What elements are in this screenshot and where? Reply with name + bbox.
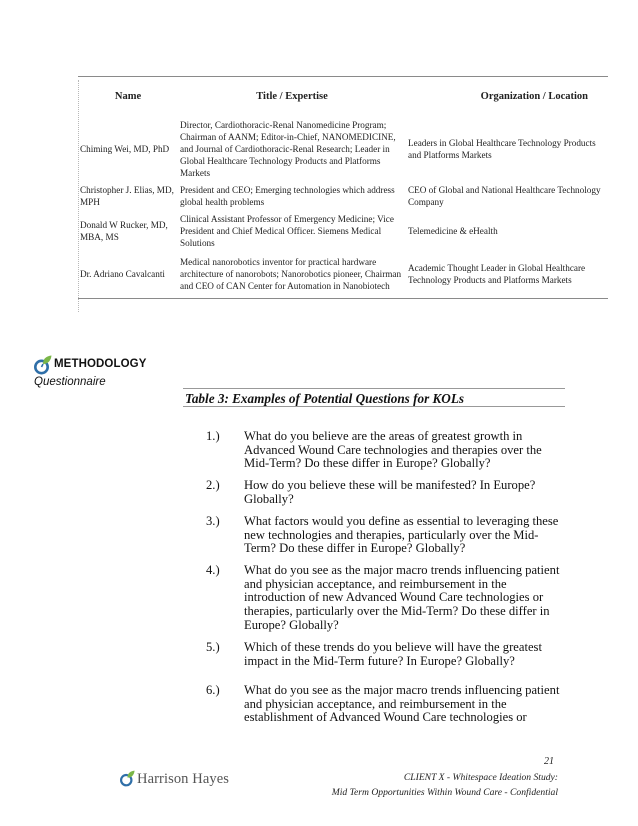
header-organization: Organization / Location xyxy=(480,91,588,102)
question-text: Which of these trends do you believe will have the greatest impact in the Mid-Term future? In Europe? Globally? xyxy=(244,640,542,668)
logo-text: Harrison Hayes xyxy=(137,771,229,787)
question-number: 5.) xyxy=(206,640,220,654)
cell-organization: Leaders in Global Healthcare Technology Products and Platforms Markets xyxy=(408,138,596,160)
question-text: How do you believe these will be manifested? In Europe? Globally? xyxy=(244,478,536,506)
table-row xyxy=(78,250,608,299)
cell-title: Clinical Assistant Professor of Emergency Medicine; Vice President and Chief Medical Officer. Siemens Medical Solutions xyxy=(180,213,394,248)
question-number: 2.) xyxy=(206,478,220,492)
cell-title: President and CEO; Emerging technologies which address global health problems xyxy=(180,185,395,207)
cell-organization: Academic Thought Leader in Global Healthcare Technology Products and Platforms Markets xyxy=(408,263,586,285)
page-number: 21 xyxy=(544,756,554,767)
question-number: 4.) xyxy=(206,563,220,577)
question-text: What do you see as the major macro trends influencing patient and physician acceptance, and reimbursement in the introduction of new Advanced Wound Care technologies or therapies, particularly over the Mid-Term? Do these differ in Europe? Globally? xyxy=(244,563,560,632)
cell-organization: CEO of Global and National Healthcare Technology Company xyxy=(408,185,601,207)
footer-title: CLIENT X - Whitespace Ideation Study: xyxy=(403,772,558,783)
question-number: 6.) xyxy=(206,683,220,697)
kol-table xyxy=(78,76,608,299)
footer-subtitle: Mid Term Opportunities Within Wound Care - Confidential xyxy=(331,787,558,798)
cell-title: Director, Cardiothoracic-Renal Nanomedicine Program; Chairman of AANM; Editor-in-Chief, NANOMEDICINE, and Journal of Cardiothoracic-Renal Research; Leader in Global Healthcare Technology Products and Platforms Markets xyxy=(180,120,396,178)
question-text: What factors would you define as essential to leveraging these new technologies and therapies, particularly over the Mid-Term? Do these differ in Europe? Globally? xyxy=(244,514,559,556)
table-row xyxy=(78,117,608,181)
methodology-subtitle: Questionnaire xyxy=(34,376,106,388)
harrison-hayes-leaf-icon xyxy=(120,770,135,787)
table-row xyxy=(78,181,608,211)
table-row xyxy=(78,211,608,250)
cell-organization: Telemedicine & eHealth xyxy=(408,225,498,236)
header-title: Title / Expertise xyxy=(256,91,328,102)
caption-rule-bottom xyxy=(183,406,565,407)
table-caption: Table 3: Examples of Potential Questions for KOLs xyxy=(185,391,465,406)
harrison-hayes-leaf-icon xyxy=(34,355,52,375)
question-number: 1.) xyxy=(206,429,220,443)
question-text: What do you see as the major macro trends influencing patient and physician acceptance, and reimbursement in the establishment of Advanced Wound Care technologies or xyxy=(244,683,560,725)
question-text: What do you believe are the areas of greatest growth in Advanced Wound Care technologies and therapies over the Mid-Term? Do these differ in Europe? Globally? xyxy=(244,429,542,471)
methodology-title: METHODOLOGY xyxy=(54,358,147,370)
cell-name: Dr. Adriano Cavalcanti xyxy=(80,269,165,279)
header-name: Name xyxy=(114,91,142,102)
caption-rule-top xyxy=(183,388,565,389)
kol-table-header-row xyxy=(78,77,608,118)
cell-name: Christopher J. Elias, MD, MPH xyxy=(80,185,174,207)
cell-title: Medical nanorobotics inventor for practical hardware architecture of nanorobots; Nanorobotics pioneer, Chairman and CEO of CAN Center for Automation in Nanobiotech xyxy=(180,257,402,291)
question-number: 3.) xyxy=(206,514,220,528)
cell-name: Chiming Wei, MD, PhD xyxy=(80,144,170,154)
cell-name: Donald W Rucker, MD, MBA, MS xyxy=(80,219,168,242)
